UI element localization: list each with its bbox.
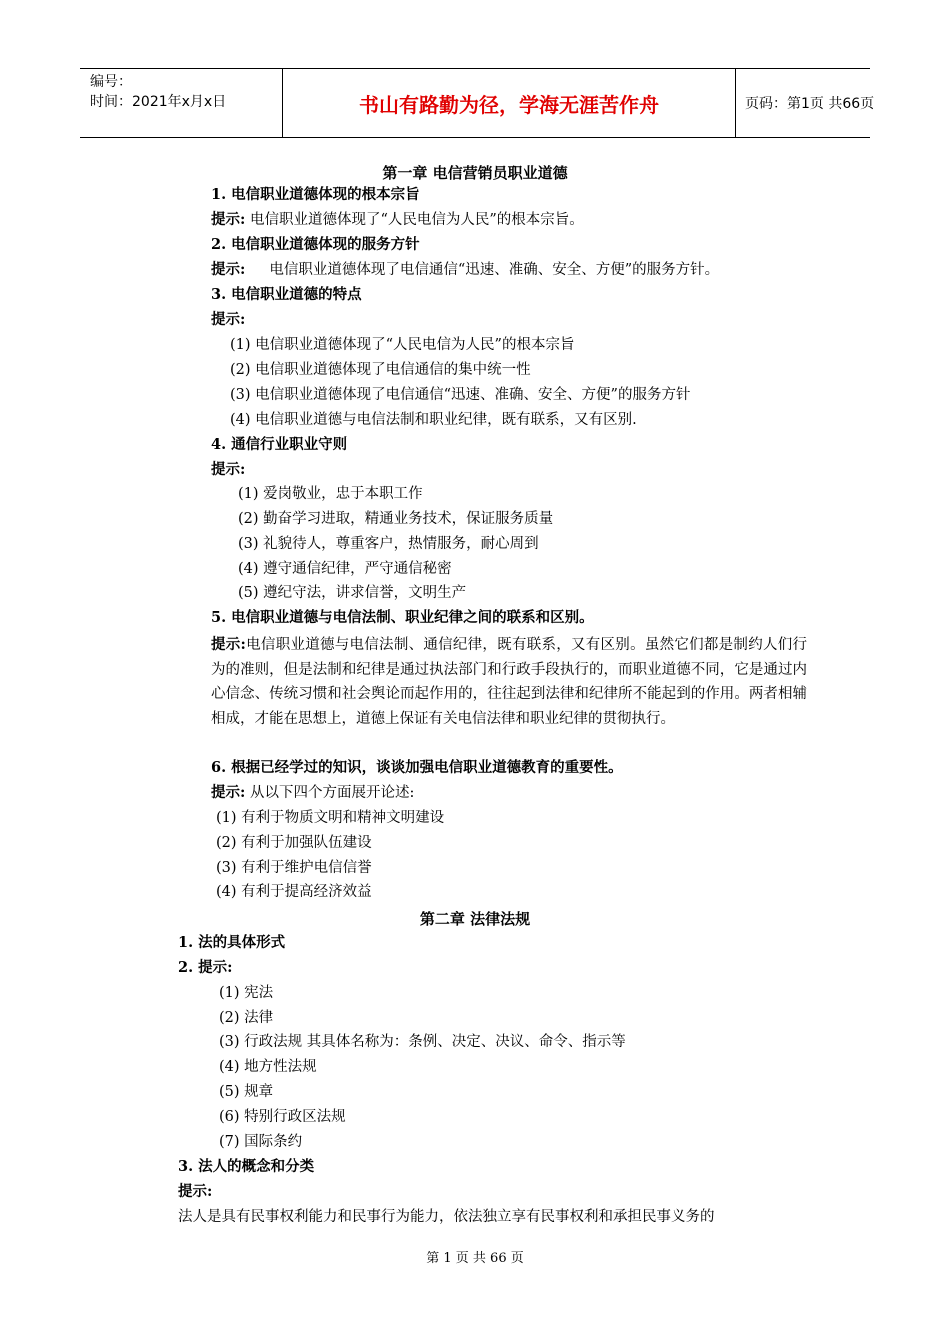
list-item: (1) 有利于物质文明和精神文明建设 (216, 810, 445, 826)
ch1-q2: 2. 电信职业道德体现的服务方针 (211, 236, 420, 253)
ch1-q5: 5. 电信职业道德与电信法制、职业纪律之间的联系和区别。 (211, 609, 594, 626)
time-label: 时间：2021年x月x日 (90, 94, 227, 110)
page-header (80, 68, 875, 138)
list-item: (5) 遵纪守法，讲求信誉，文明生产 (238, 585, 467, 601)
header-page-info: 页码：第1页 共66页 (745, 96, 875, 112)
header-meta (80, 69, 282, 137)
header-motto: 书山有路勤为径，学海无涯苦作舟 (282, 69, 736, 137)
list-item: (4) 电信职业道德与电信法制和职业纪律，既有联系，又有区别. (230, 412, 637, 428)
ch1-a6: 提示: 从以下四个方面展开论述: (211, 784, 415, 801)
ch1-a2: 提示: 电信职业道德体现了电信通信“迅速、准确、安全、方便”的服务方针。 (211, 261, 720, 278)
list-item: (2) 勤奋学习进取，精通业务技术，保证服务质量 (238, 511, 554, 527)
ch1-q1: 1. 电信职业道德体现的根本宗旨 (211, 186, 420, 203)
list-item: (2) 有利于加强队伍建设 (216, 835, 372, 851)
list-item: (6) 特别行政区法规 (219, 1109, 346, 1125)
ch1-q4: 4. 通信行业职业守则 (211, 436, 348, 453)
ch2-a3: 法人是具有民事权利能力和民事行为能力，依法独立享有民事权利和承担民事义务的 (178, 1209, 715, 1225)
list-item: (1) 爱岗敬业，忠于本职工作 (238, 486, 423, 502)
ch2-q3: 3. 法人的概念和分类 (178, 1158, 315, 1175)
list-item: (5) 规章 (219, 1084, 274, 1100)
list-item: (3) 电信职业道德体现了电信通信“迅速、准确、安全、方便”的服务方针 (230, 387, 691, 403)
hint-label: 提示: (211, 311, 246, 328)
ch2-q2: 2. 提示: (178, 959, 233, 976)
list-item: (3) 礼貌待人，尊重客户，热情服务，耐心周到 (238, 536, 539, 552)
list-item: (2) 法律 (219, 1010, 274, 1026)
list-item: (2) 电信职业道德体现了电信通信的集中统一性 (230, 362, 531, 378)
list-item: (7) 国际条约 (219, 1134, 303, 1150)
chapter1-title: 第一章 电信营销员职业道德 (382, 164, 568, 182)
hint-label: 提示: (211, 461, 246, 478)
ch1-q6: 6. 根据已经学过的知识，谈谈加强电信职业道德教育的重要性。 (211, 759, 623, 776)
list-item: (3) 行政法规 其具体名称为：条例、决定、决议、命令、指示等 (219, 1034, 626, 1050)
list-item: (4) 遵守通信纪律，严守通信秘密 (238, 561, 452, 577)
list-item: (4) 地方性法规 (219, 1059, 317, 1075)
ch2-q1: 1. 法的具体形式 (178, 934, 286, 951)
ch1-q3: 3. 电信职业道德的特点 (211, 286, 362, 303)
list-item: (3) 有利于维护电信信誉 (216, 860, 372, 876)
list-item: (1) 宪法 (219, 985, 274, 1001)
ch1-a5: 提示:电信职业道德与电信法制、通信纪律，既有联系，又有区别。虽然它们都是制约人们行为的准则，但是法制和纪律是通过执法部门和行政手段执行的，而职业道德不同，它是通过内心信念、传统习惯和社会舆论而起作用的，往往起到法律和纪律所不能起到的作用。两者相辅相成，才能在思想上，道德上保证有关电信法律和职业纪律的贯彻执行。 (211, 636, 807, 727)
list-item: (1) 电信职业道德体现了“人民电信为人民”的根本宗旨 (230, 337, 575, 353)
page-footer: 第 1 页 共 66 页 (426, 1251, 524, 1266)
ch1-a1: 提示: 电信职业道德体现了“人民电信为人民”的根本宗旨。 (211, 211, 584, 228)
number-label: 编号： (90, 74, 132, 90)
hint-label: 提示: (178, 1183, 213, 1200)
list-item: (4) 有利于提高经济效益 (216, 884, 372, 900)
chapter2-title: 第二章 法律法规 (419, 910, 531, 928)
